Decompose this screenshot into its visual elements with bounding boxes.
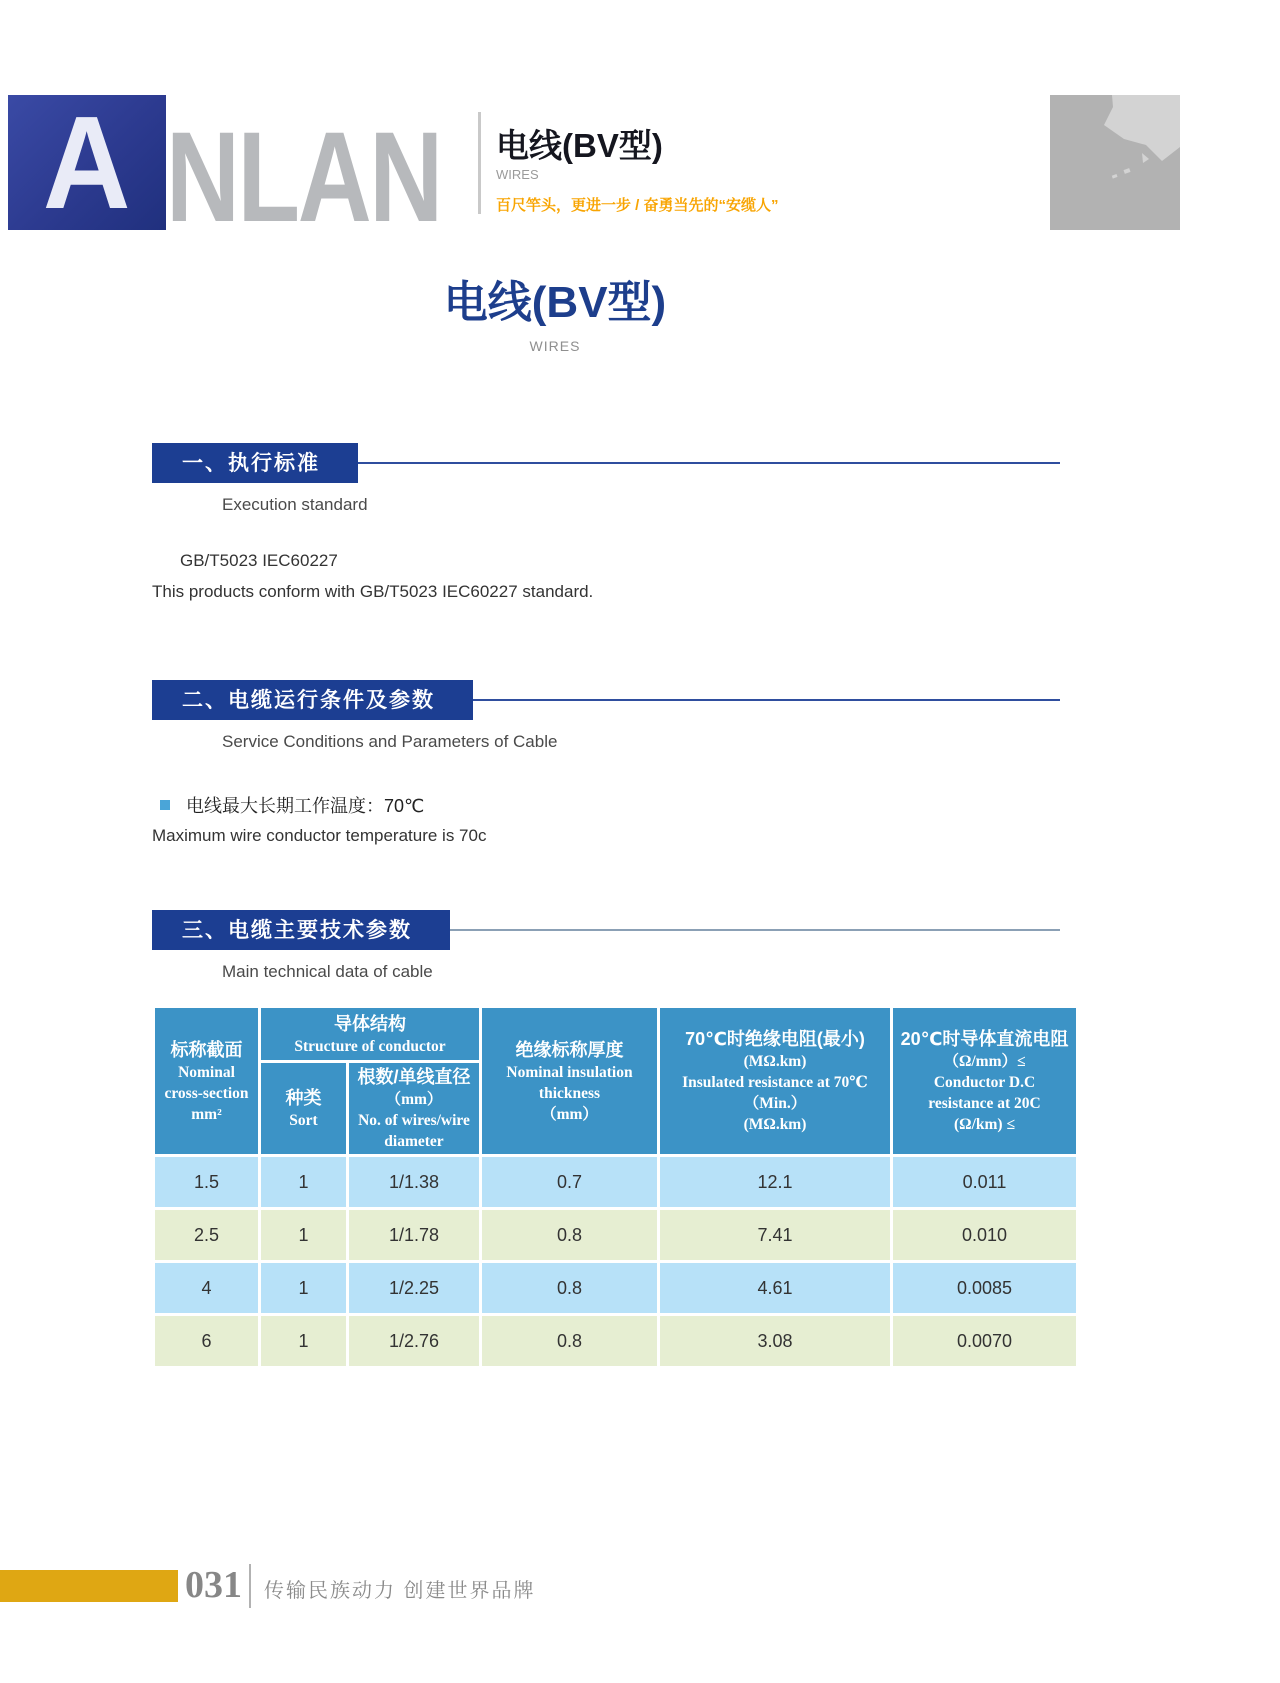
table-cell: 1/1.78 [349, 1210, 479, 1260]
max-temperature-cn: 电线最大长期工作温度：70℃ [186, 796, 425, 816]
page-title-block [150, 278, 960, 354]
alaska-map-icon [1050, 95, 1180, 230]
table-cell: 7.41 [660, 1210, 890, 1260]
header-product-subtitle: WIRES [496, 167, 539, 182]
table-row [155, 1263, 1076, 1313]
section-3-subtitle: Main technical data of cable [222, 962, 433, 981]
section-1-subtitle: Execution standard [222, 495, 368, 514]
col-header-wires: 根数/单线直径 （mm） No. of wires/wire diameter [349, 1063, 479, 1154]
table-cell: 1 [261, 1157, 346, 1207]
col-header-conductor-group: 导体结构 Structure of conductor [261, 1008, 479, 1060]
standard-codes: GB/T5023 IEC60227 [180, 551, 338, 570]
table-cell: 12.1 [660, 1157, 890, 1207]
table-cell: 1 [261, 1263, 346, 1313]
page-title: 电线(BV型) [443, 278, 667, 327]
table-cell: 6 [155, 1316, 258, 1366]
table-cell: 1/1.38 [349, 1157, 479, 1207]
header-divider [478, 112, 481, 214]
table-cell: 0.0070 [893, 1316, 1076, 1366]
table-cell: 0.010 [893, 1210, 1076, 1260]
header-tagline: 百尺竿头，更进一步 / 奋勇当先的“安缆人” [496, 197, 779, 214]
table-cell: 1 [261, 1210, 346, 1260]
section-1-heading: 一、执行标准 [152, 443, 358, 483]
footer-gold-bar [0, 1570, 178, 1602]
table-cell: 3.08 [660, 1316, 890, 1366]
col-header-insulation: 绝缘标称厚度 Nominal insulation thickness （mm） [482, 1008, 657, 1154]
col-header-sort: 种类 Sort [261, 1063, 346, 1154]
map-image [1050, 95, 1180, 230]
table-cell: 0.8 [482, 1316, 657, 1366]
footer-divider [249, 1564, 251, 1608]
table-cell: 1 [261, 1316, 346, 1366]
table-row [155, 1157, 1076, 1207]
section-3-heading: 三、电缆主要技术参数 [152, 910, 450, 950]
footer-slogan: 传输民族动力 创建世界品牌 [264, 1580, 536, 1602]
table-cell: 0.011 [893, 1157, 1076, 1207]
section-execution-standard [152, 443, 1060, 602]
section-2-rule [473, 699, 1060, 701]
max-temperature-en: Maximum wire conductor temperature is 70c [152, 826, 487, 845]
table-cell: 2.5 [155, 1210, 258, 1260]
col-header-nominal: 标称截面 Nominal cross-section mm² [155, 1008, 258, 1154]
section-3-rule [450, 929, 1060, 931]
spec-table [152, 1005, 1079, 1369]
table-cell: 0.8 [482, 1210, 657, 1260]
section-2-subtitle: Service Conditions and Parameters of Cable [222, 732, 558, 751]
anlan-logo [8, 88, 510, 249]
col-header-resist20: 20℃时导体直流电阻 （Ω/mm）≤ Conductor D.C resistance at 20C (Ω/km) ≤ [893, 1008, 1076, 1154]
table-cell: 0.0085 [893, 1263, 1076, 1313]
header-text [496, 128, 779, 215]
table-cell: 4.61 [660, 1263, 890, 1313]
logo-letter-a: A [43, 88, 131, 236]
bullet-square-icon [160, 800, 170, 810]
section-1-rule [358, 462, 1060, 464]
col-header-resist70: 70℃时绝缘电阻(最小) (MΩ.km) Insulated resistance at 70℃ （Min.） (MΩ.km) [660, 1008, 890, 1154]
table-row [155, 1210, 1076, 1260]
table-cell: 1/2.25 [349, 1263, 479, 1313]
logo-a-box [8, 88, 166, 236]
table-cell: 4 [155, 1263, 258, 1313]
table-cell: 1/2.76 [349, 1316, 479, 1366]
logo-letters-nlan: NLAN [166, 106, 441, 249]
table-cell: 0.8 [482, 1263, 657, 1313]
section-service-conditions [152, 680, 1060, 846]
table-row [155, 1316, 1076, 1366]
table-cell: 1.5 [155, 1157, 258, 1207]
page-number: 031 [185, 1564, 242, 1606]
table-cell: 0.7 [482, 1157, 657, 1207]
standard-description: This products conform with GB/T5023 IEC60227 standard. [152, 582, 594, 601]
section-2-heading: 二、电缆运行条件及参数 [152, 680, 473, 720]
page-subtitle: WIRES [529, 338, 581, 354]
section-technical-data [152, 910, 1060, 982]
header-product-title: 电线(BV型) [496, 127, 663, 164]
